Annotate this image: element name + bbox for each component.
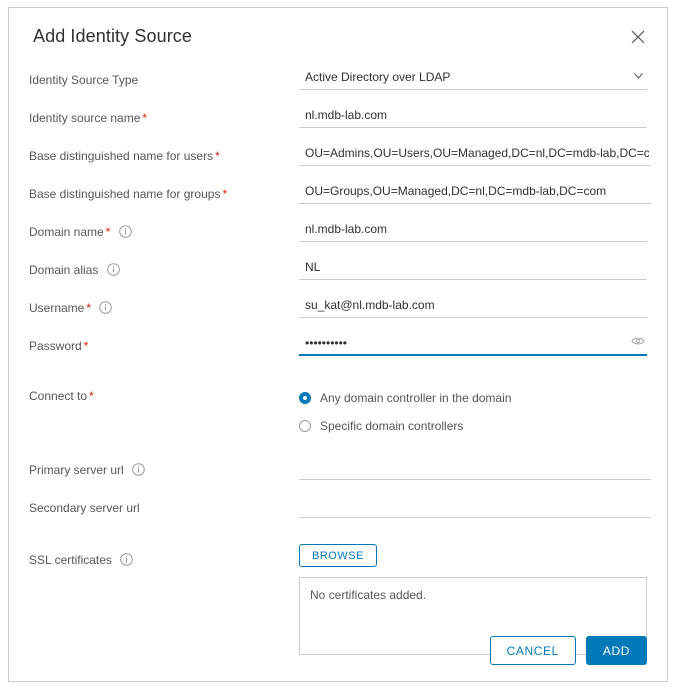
label-username [29,292,299,315]
info-icon[interactable] [119,225,132,238]
field-domain-name [299,216,647,242]
identity-source-type-select-wrap [299,64,647,90]
add-button[interactable]: ADD [586,636,647,665]
label-identity-source-name [29,102,299,125]
cancel-button[interactable]: CANCEL [490,636,576,665]
browse-button[interactable]: BROWSE [299,544,377,567]
required-marker: * [86,301,92,315]
radio-icon [299,420,311,432]
label-identity-source-type [29,64,299,87]
label-base-dn-groups [29,178,299,201]
radio-icon-selected [299,392,311,404]
label-text: SSL certificates [29,553,112,567]
label-secondary-server-url [29,492,299,515]
label-text: Connect to [29,389,88,403]
radio-specific-domain-controllers[interactable] [299,412,643,440]
row-connect-to [29,380,643,440]
username-input[interactable] [299,292,647,318]
connect-to-radio-group [299,380,643,440]
row-password [29,330,643,368]
label-text: Base distinguished name for groups [29,187,221,201]
field-identity-source-type [299,64,647,90]
label-text: Username [29,301,85,315]
label-text: Base distinguished name for users [29,149,214,163]
row-base-dn-users [29,140,643,178]
label-password [29,330,299,353]
row-domain-alias [29,254,643,292]
radio-label: Specific domain controllers [320,419,464,433]
dialog-header [9,8,667,50]
row-username [29,292,643,330]
label-text: Domain alias [29,263,99,277]
label-text: Identity Source Type [29,73,139,87]
domain-name-input[interactable] [299,216,647,242]
row-domain-name [29,216,643,254]
field-base-dn-users [299,140,651,166]
field-primary-server-url [299,454,651,480]
info-icon[interactable] [107,263,120,276]
password-input[interactable] [299,330,647,356]
identity-source-form [9,50,667,655]
label-text: Secondary server url [29,501,140,515]
radio-label: Any domain controller in the domain [320,391,512,405]
secondary-server-url-input[interactable] [299,492,651,518]
row-base-dn-groups [29,178,643,216]
add-identity-source-dialog [8,7,668,682]
label-domain-name [29,216,299,239]
close-icon[interactable] [629,28,647,46]
identity-source-name-input[interactable] [299,102,647,128]
field-secondary-server-url [299,492,651,518]
dialog-footer [490,636,647,665]
required-marker: * [142,111,148,125]
field-password [299,330,647,356]
label-text: Primary server url [29,463,124,477]
label-text: Domain name [29,225,104,239]
row-identity-source-name [29,102,643,140]
label-base-dn-users [29,140,299,163]
base-dn-groups-input[interactable] [299,178,651,204]
field-username [299,292,647,318]
domain-alias-input[interactable] [299,254,647,280]
label-text: Password [29,339,82,353]
info-icon[interactable] [132,463,145,476]
label-connect-to [29,380,299,403]
primary-server-url-input[interactable] [299,454,651,480]
certificates-list: No certificates added. [299,577,647,655]
required-marker: * [89,389,94,403]
label-ssl-certificates [29,544,299,567]
row-identity-source-type [29,64,643,102]
base-dn-users-input[interactable] [299,140,651,166]
label-text: Identity source name [29,111,141,125]
info-icon[interactable] [99,301,112,314]
field-connect-to [299,380,643,440]
required-marker: * [222,187,228,201]
required-marker: * [215,149,220,163]
field-base-dn-groups [299,178,651,204]
required-marker: * [83,339,89,353]
field-domain-alias [299,254,647,280]
label-domain-alias [29,254,299,277]
label-primary-server-url [29,454,299,477]
eye-icon[interactable] [631,335,645,347]
info-icon[interactable] [120,553,133,566]
required-marker: * [105,225,111,239]
row-secondary-server-url [29,492,643,530]
radio-any-domain-controller[interactable] [299,384,643,412]
field-identity-source-name [299,102,647,128]
row-primary-server-url [29,454,643,492]
password-input-wrap [299,330,647,356]
page-title: Add Identity Source [33,26,192,46]
identity-source-type-select[interactable]: Active Directory over LDAP [299,64,647,90]
